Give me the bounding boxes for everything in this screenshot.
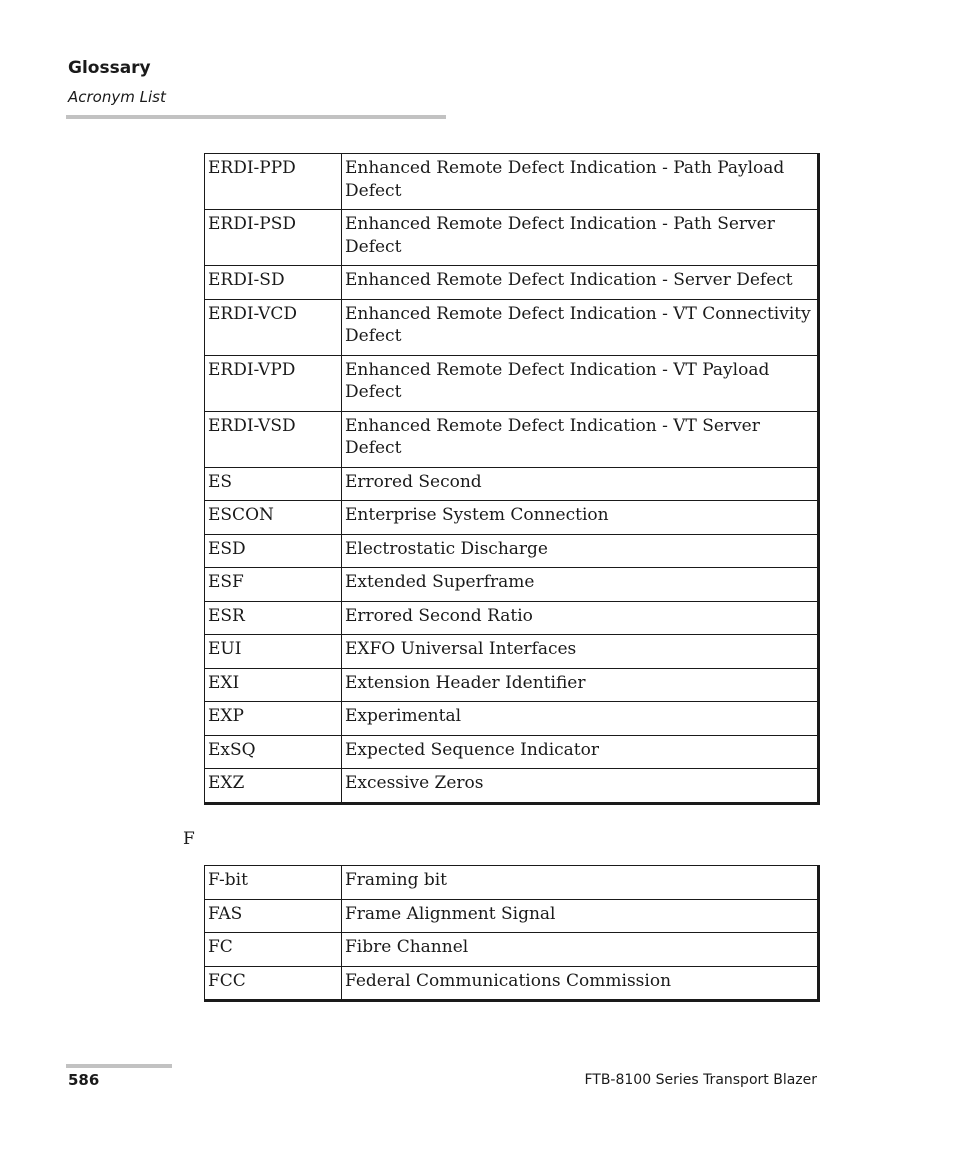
acronym-cell: EUI [205, 635, 342, 669]
table-row [205, 534, 819, 568]
acronym-cell: ExSQ [205, 735, 342, 769]
definition-cell: Enterprise System Connection [342, 501, 819, 535]
table-row [205, 702, 819, 736]
table-row [205, 154, 819, 210]
table-row [205, 501, 819, 535]
table-row [205, 411, 819, 467]
page-header-subtitle: Acronym List [68, 88, 166, 106]
footer-divider [66, 1064, 172, 1068]
definition-cell: Extension Header Identifier [342, 668, 819, 702]
acronym-cell: ERDI-PSD [205, 210, 342, 266]
definition-cell: Errored Second [342, 467, 819, 501]
acronym-cell: EXP [205, 702, 342, 736]
page-number: 586 [68, 1071, 100, 1089]
table-row [205, 933, 819, 967]
acronym-cell: ESR [205, 601, 342, 635]
definition-cell: Errored Second Ratio [342, 601, 819, 635]
acronym-cell: FAS [205, 899, 342, 933]
table-row [205, 668, 819, 702]
definition-cell: Excessive Zeros [342, 769, 819, 804]
definition-cell: Enhanced Remote Defect Indication - VT Payload Defect [342, 355, 819, 411]
definition-cell: Frame Alignment Signal [342, 899, 819, 933]
definition-cell: Enhanced Remote Defect Indication - Path Payload Defect [342, 154, 819, 210]
definition-cell: Expected Sequence Indicator [342, 735, 819, 769]
acronym-cell: FCC [205, 966, 342, 1001]
table-row [205, 735, 819, 769]
table-row [205, 355, 819, 411]
acronym-cell: ERDI-PPD [205, 154, 342, 210]
acronym-cell: F-bit [205, 866, 342, 900]
acronym-table-f [204, 865, 820, 1002]
definition-cell: Enhanced Remote Defect Indication - Path Server Defect [342, 210, 819, 266]
acronym-cell: ESF [205, 568, 342, 602]
definition-cell: Enhanced Remote Defect Indication - VT Connectivity Defect [342, 299, 819, 355]
acronym-cell: ERDI-VSD [205, 411, 342, 467]
table-row [205, 966, 819, 1001]
definition-cell: EXFO Universal Interfaces [342, 635, 819, 669]
acronym-cell: ERDI-VCD [205, 299, 342, 355]
table-row [205, 866, 819, 900]
table-row [205, 266, 819, 300]
acronym-cell: EXI [205, 668, 342, 702]
acronym-table-e [204, 153, 820, 805]
acronym-cell: FC [205, 933, 342, 967]
definition-cell: Framing bit [342, 866, 819, 900]
acronym-cell: ESD [205, 534, 342, 568]
acronym-cell: ERDI-SD [205, 266, 342, 300]
page-header-title: Glossary [68, 58, 151, 78]
definition-cell: Federal Communications Commission [342, 966, 819, 1001]
definition-cell: Experimental [342, 702, 819, 736]
acronym-cell: ES [205, 467, 342, 501]
product-name: FTB-8100 Series Transport Blazer [584, 1072, 817, 1088]
table-row [205, 635, 819, 669]
acronym-cell: EXZ [205, 769, 342, 804]
table-row [205, 899, 819, 933]
table-row [205, 210, 819, 266]
definition-cell: Enhanced Remote Defect Indication - VT Server Defect [342, 411, 819, 467]
table-row [205, 601, 819, 635]
definition-cell: Enhanced Remote Defect Indication - Server Defect [342, 266, 819, 300]
table-row [205, 299, 819, 355]
acronym-cell: ERDI-VPD [205, 355, 342, 411]
section-letter-f: F [183, 829, 195, 849]
definition-cell: Electrostatic Discharge [342, 534, 819, 568]
table-row [205, 467, 819, 501]
acronym-cell: ESCON [205, 501, 342, 535]
table-row [205, 568, 819, 602]
definition-cell: Fibre Channel [342, 933, 819, 967]
definition-cell: Extended Superframe [342, 568, 819, 602]
header-divider [66, 115, 446, 119]
table-row [205, 769, 819, 804]
